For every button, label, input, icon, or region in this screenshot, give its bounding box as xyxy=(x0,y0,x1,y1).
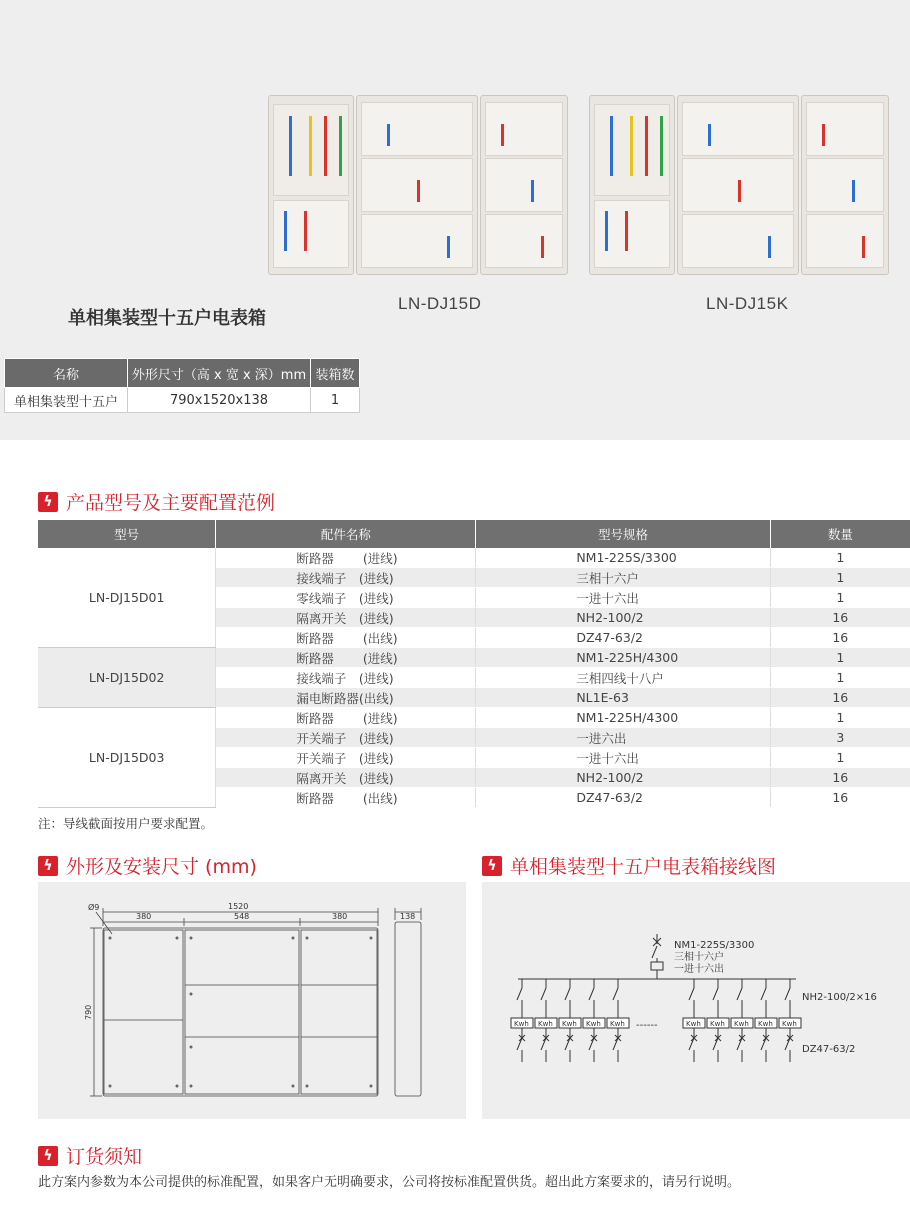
qty-cell: 1 xyxy=(770,708,910,728)
spec-header-name: 名称 xyxy=(5,359,128,388)
order-section-header xyxy=(38,1142,142,1169)
isolator-label: NH2-100/2×16 xyxy=(802,992,877,1003)
wiring-diagram-panel xyxy=(482,882,910,1119)
main-breaker-label-1: NM1-225S/3300 xyxy=(674,940,755,951)
config-note: 注：导线截面按用户要求配置。 xyxy=(38,816,214,831)
wiring-diagram xyxy=(482,882,910,1119)
model-cell: LN-DJ15D01 xyxy=(38,548,216,648)
qty-cell: 1 xyxy=(770,588,910,608)
config-header-part: 配件名称 xyxy=(216,520,476,548)
table-row xyxy=(38,648,910,668)
meter-label: Kwh xyxy=(562,1020,577,1028)
spec-table xyxy=(4,358,360,413)
cabinet-right xyxy=(801,95,889,275)
lightning-icon: ϟ xyxy=(38,856,58,876)
lightning-icon: ϟ xyxy=(482,856,502,876)
meter-label: Kwh xyxy=(710,1020,725,1028)
order-note: 此方案内参数为本公司提供的标准配置，如果客户无明确要求，公司将按标准配置供货。超出此方案要求的，请另行说明。 xyxy=(38,1175,741,1190)
dim-hole: Ø9 xyxy=(88,903,100,912)
meter-label: Kwh xyxy=(538,1020,553,1028)
banner-title: 单相集装型十五户电表箱 xyxy=(68,308,266,329)
spec-cell: NM1-225H/4300 xyxy=(476,648,770,668)
product-photo-dj15d xyxy=(268,95,570,275)
spec-cell: NM1-225S/3300 xyxy=(476,548,770,568)
dim-right-width: 380 xyxy=(332,912,348,921)
table-row xyxy=(38,548,910,568)
config-table xyxy=(38,520,910,808)
spec-cell: NL1E-63 xyxy=(476,688,770,708)
meter-label: Kwh xyxy=(782,1020,797,1028)
qty-cell: 3 xyxy=(770,728,910,748)
meter-label: Kwh xyxy=(586,1020,601,1028)
spec-cell-count: 1 xyxy=(311,388,360,413)
dashes-label: ------ xyxy=(636,1020,658,1031)
meter-label: Kwh xyxy=(734,1020,749,1028)
spec-header-count: 装箱数 xyxy=(311,359,360,388)
qty-cell: 1 xyxy=(770,648,910,668)
config-header-model: 型号 xyxy=(38,520,216,548)
spec-cell-size: 790x1520x138 xyxy=(128,388,311,413)
dim-height: 790 xyxy=(84,1004,93,1020)
main-breaker-label-3: 一进十六出 xyxy=(674,964,724,975)
part-cell: 接线端子 (进线) xyxy=(216,568,476,588)
wiring-section-header xyxy=(482,852,776,879)
spec-cell: 一进六出 xyxy=(476,728,770,748)
qty-cell: 16 xyxy=(770,788,910,808)
meter-label: Kwh xyxy=(686,1020,701,1028)
wiring-section-title: 单相集装型十五户电表箱接线图 xyxy=(510,856,777,878)
config-header-qty: 数量 xyxy=(770,520,910,548)
spec-cell: NM1-225H/4300 xyxy=(476,708,770,728)
cabinet-left xyxy=(268,95,354,275)
qty-cell: 16 xyxy=(770,768,910,788)
spec-cell: DZ47-63/2 xyxy=(476,628,770,648)
qty-cell: 1 xyxy=(770,548,910,568)
model-cell: LN-DJ15D02 xyxy=(38,648,216,708)
part-cell: 隔离开关 (进线) xyxy=(216,608,476,628)
qty-cell: 1 xyxy=(770,568,910,588)
qty-cell: 1 xyxy=(770,748,910,768)
dim-mid-width: 548 xyxy=(234,912,250,921)
config-section-title: 产品型号及主要配置范例 xyxy=(66,492,276,514)
spec-cell: 三相十六户 xyxy=(476,568,770,588)
qty-cell: 16 xyxy=(770,628,910,648)
cabinet-right xyxy=(480,95,568,275)
part-cell: 零线端子 (进线) xyxy=(216,588,476,608)
qty-cell: 1 xyxy=(770,668,910,688)
spec-cell: 三相四线十八户 xyxy=(476,668,770,688)
model-label-d: LN-DJ15D xyxy=(398,294,482,313)
dim-depth: 138 xyxy=(400,912,416,921)
product-photo-dj15k xyxy=(589,95,891,275)
part-cell: 断路器 (进线) xyxy=(216,648,476,668)
part-cell: 接线端子 (进线) xyxy=(216,668,476,688)
cabinet-middle xyxy=(356,95,478,275)
spec-cell-name: 单相集装型十五户 xyxy=(5,388,128,413)
config-header-row xyxy=(38,520,910,548)
part-cell: 断路器 (出线) xyxy=(216,628,476,648)
meter-label: Kwh xyxy=(758,1020,773,1028)
part-cell: 断路器 (进线) xyxy=(216,548,476,568)
dim-left-width: 380 xyxy=(136,912,152,921)
config-header-spec: 型号规格 xyxy=(476,520,770,548)
spec-cell: NH2-100/2 xyxy=(476,768,770,788)
product-banner xyxy=(0,0,910,440)
model-cell: LN-DJ15D03 xyxy=(38,708,216,808)
model-label-k: LN-DJ15K xyxy=(706,294,789,313)
dimension-drawing xyxy=(38,882,466,1119)
dimension-drawing-panel xyxy=(38,882,466,1119)
part-cell: 漏电断路器(出线) xyxy=(216,688,476,708)
part-cell: 断路器 (出线) xyxy=(216,788,476,808)
spec-header-size: 外形尺寸（高 x 宽 x 深）mm xyxy=(128,359,311,388)
part-cell: 开关端子 (进线) xyxy=(216,748,476,768)
qty-cell: 16 xyxy=(770,688,910,708)
meter-label: Kwh xyxy=(514,1020,529,1028)
dimension-section-header xyxy=(38,852,257,879)
meter-label: Kwh xyxy=(610,1020,625,1028)
cabinet-middle xyxy=(677,95,799,275)
spec-cell: 一进十六出 xyxy=(476,588,770,608)
part-cell: 隔离开关 (进线) xyxy=(216,768,476,788)
config-section-header xyxy=(38,488,275,515)
breaker-label: DZ47-63/2 xyxy=(802,1044,856,1055)
lightning-icon: ϟ xyxy=(38,1146,58,1166)
main-breaker-label-2: 三相十六户 xyxy=(674,952,724,963)
table-row xyxy=(38,708,910,728)
dimension-section-title: 外形及安装尺寸 (mm) xyxy=(66,856,257,878)
order-section-title: 订货须知 xyxy=(66,1146,143,1168)
lightning-icon: ϟ xyxy=(38,492,58,512)
part-cell: 开关端子 (进线) xyxy=(216,728,476,748)
part-cell: 断路器 (进线) xyxy=(216,708,476,728)
spec-cell: 一进十六出 xyxy=(476,748,770,768)
dim-total-width: 1520 xyxy=(228,902,249,911)
cabinet-left xyxy=(589,95,675,275)
spec-cell: NH2-100/2 xyxy=(476,608,770,628)
qty-cell: 16 xyxy=(770,608,910,628)
spec-cell: DZ47-63/2 xyxy=(476,788,770,808)
